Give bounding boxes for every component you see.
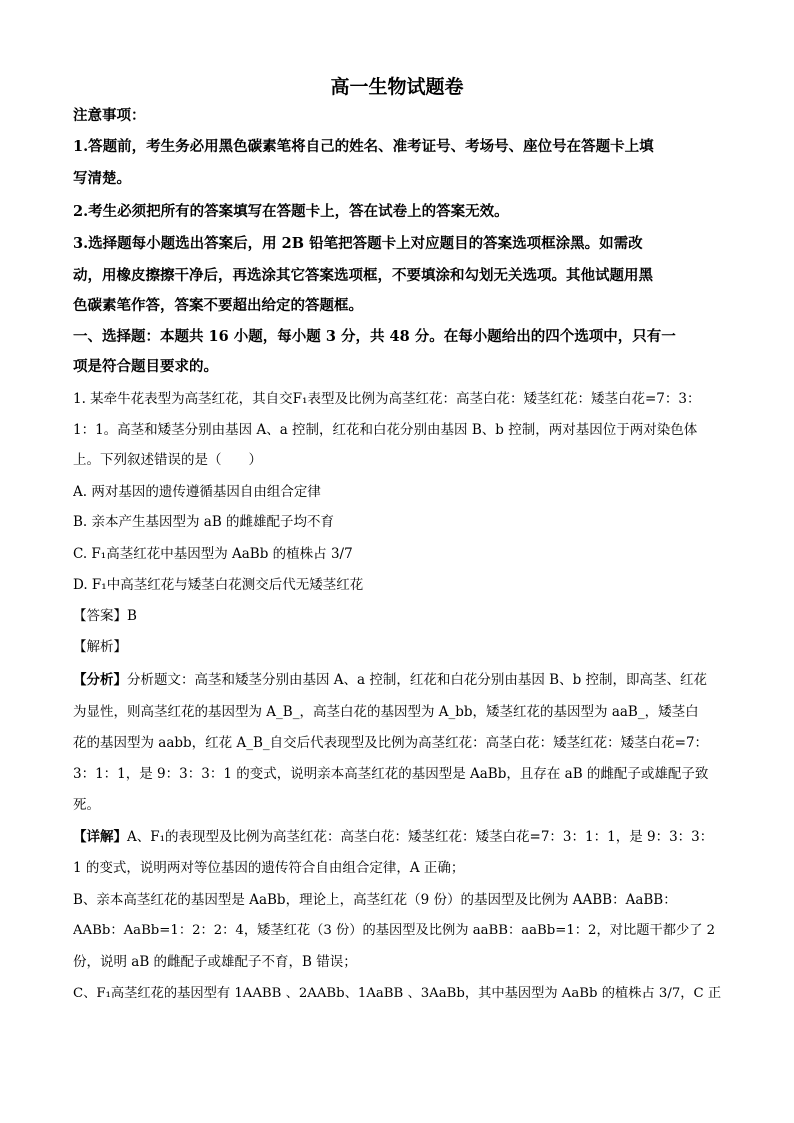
- option-c: C. F₁高茎红花中基因型为 AaBb 的植株占 3/7: [73, 546, 353, 562]
- detail-line-2: 1 的变式，说明两对等位基因的遗传符合自由组合定律，A 正确；: [73, 860, 465, 876]
- answer-tag: 【答案】: [73, 608, 127, 624]
- fenxi-tag: 【分析】: [73, 672, 127, 688]
- option-b: B. 亲本产生基因型为 aB 的雌雄配子均不育: [73, 514, 335, 530]
- detail-line-4: AABb：AaBb=1：2：2：4，矮茎红花（3 份）的基因型及比例为 aaBB：aaBb=1：2，对比题干都少了 2: [73, 923, 716, 938]
- analysis-tag: 【解析】: [73, 639, 127, 655]
- section-heading-line-2: 项是符合题目要求的。: [73, 358, 218, 375]
- analysis-line-5: 死。: [73, 797, 100, 813]
- page-title: 高一生物试题卷: [330, 76, 464, 98]
- detail-line-3: B、亲本高茎红花的基因型是 AaBb，理论上，高茎红花（9 份）的基因型及比例为 AABB：AaBB：: [73, 892, 677, 908]
- detail-line-1: [73, 827, 723, 847]
- xiangjie-text: A、F₁的表现型及比例为高茎红花：高茎白花：矮茎红花：矮茎白花=7：3：1：1，是 9：3：3：: [127, 829, 714, 845]
- notice-heading: 注意事项：: [73, 107, 146, 124]
- option-a: A. 两对基因的遗传遵循基因自由组合定律: [73, 484, 321, 500]
- notice-line-2: 写清楚。: [73, 170, 131, 187]
- detail-line-6: C、F₁高茎红花的基因型有 1AABB 、2AABb、1AaBB 、3AaBb，其中基因型为 AaBb 的植株占 3/7，C 正: [73, 986, 722, 1001]
- answer-line: [73, 606, 723, 626]
- detail-line-5: 份，说明 aB 的雌配子或雄配子不育，B 错误；: [73, 954, 357, 970]
- notice-line-4: 3.选择题每小题选出答案后，用 2B 铅笔把答题卡上对应题目的答案选项框涂黑。如需改: [73, 235, 643, 252]
- analysis-line-4: 3：1：1，是 9：3：3：1 的变式，说明亲本高茎红花的基因型是 AaBb，且存在 aB 的雌配子或雄配子致: [73, 766, 709, 782]
- question-stem-line-1: 1. 某牵牛花表型为高茎红花，其自交F₁表型及比例为高茎红花：高茎白花：矮茎红花：矮茎白花=7：3：: [73, 391, 701, 407]
- analysis-line-2: 为显性，则高茎红花的基因型为 A_B_，高茎白花的基因型为 A_bb，矮茎红花的基因型为 aaB_，矮茎白: [73, 704, 699, 720]
- answer-value: B: [127, 608, 137, 624]
- notice-line-6: 色碳素笔作答，答案不要超出给定的答题框。: [73, 297, 363, 314]
- option-d: D. F₁中高茎红花与矮茎白花测交后代无矮茎红花: [73, 577, 364, 593]
- question-stem-line-2: 1：1。高茎和矮茎分别由基因 A、a 控制，红花和白花分别由基因 B、b 控制，两对基因位于两对染色体: [73, 422, 698, 438]
- analysis-line-3: 花的基因型为 aabb，红花 A_B_自交后代表现型及比例为高茎红花：高茎白花：矮茎红花：矮茎白花=7：: [73, 735, 709, 751]
- section-heading-line-1: 一、选择题：本题共 16 小题，每小题 3 分，共 48 分。在每小题给出的四个选项中，只有一: [73, 328, 676, 345]
- notice-line-3: 2.考生必须把所有的答案填写在答题卡上，答在试卷上的答案无效。: [73, 203, 509, 220]
- fenxi-text: 分析题文：高茎和矮茎分别由基因 A、a 控制，红花和白花分别由基因 B、b 控制，即高茎、红花: [127, 672, 708, 688]
- xiangjie-tag: 【详解】: [73, 829, 127, 845]
- analysis-line-1: [73, 670, 723, 690]
- question-stem-line-3: 上。下列叙述错误的是（ ）: [73, 452, 262, 468]
- notice-line-5: 动，用橡皮擦擦干净后，再选涂其它答案选项框，不要填涂和勾划无关选项。其他试题用黑: [73, 267, 653, 284]
- notice-line-1: 1.答题前，考生务必用黑色碳素笔将自己的姓名、准考证号、考场号、座位号在答题卡上填: [73, 138, 654, 155]
